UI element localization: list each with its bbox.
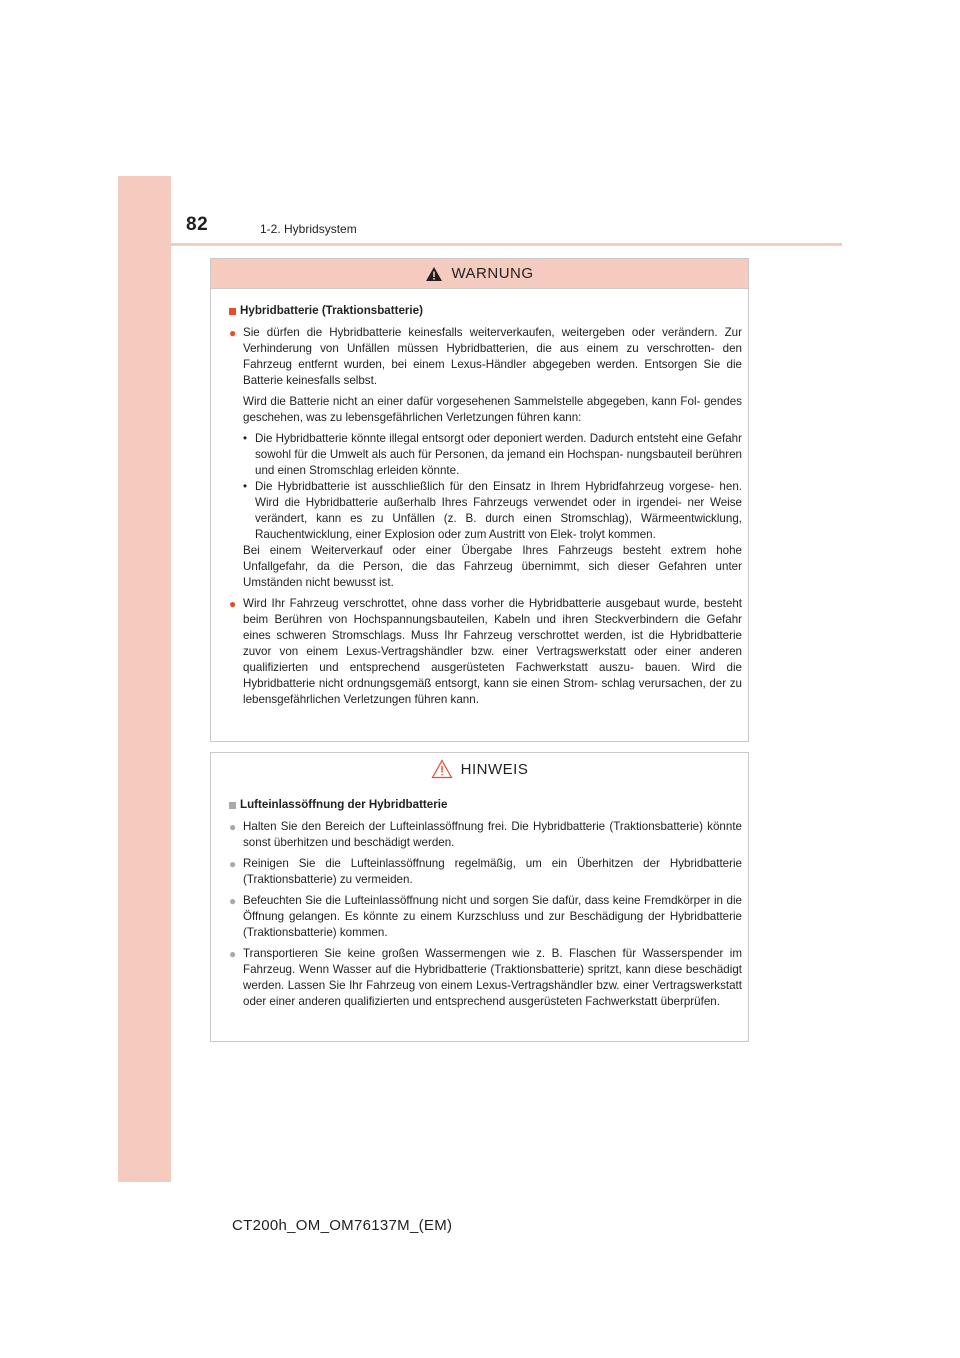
caution-triangle-icon: [431, 759, 453, 779]
notice-header: [211, 753, 748, 785]
section-title: 1-2. Hybridsystem: [260, 222, 357, 236]
warning-outro-paragraph: Bei einem Weiterverkauf oder einer Übergabe Ihres Fahrzeugs besteht extrem hohe Unfallgefahr, da die Person, die das Fahrzeug übernimmt, sich dieser Gefahren unter Umständen nicht bewusst ist.: [243, 544, 742, 589]
warning-heading: [229, 303, 742, 319]
dot-bullet-icon: •: [243, 432, 248, 445]
warning-title: WARNUNG: [451, 265, 534, 282]
list-item-text: Halten Sie den Bereich der Lufteinlassöffnung frei. Die Hybridbatterie (Traktionsbatterie) könnte sonst überhitzen und beschädigt werden.: [243, 820, 742, 849]
header-rule: [171, 243, 842, 246]
list-item-text: Reinigen Sie die Lufteinlassöffnung regelmäßig, um ein Überhitzen der Hybridbatterie (Traktionsbatterie) zu vermeiden.: [243, 857, 742, 886]
notice-heading-text: Lufteinlassöffnung der Hybridbatterie: [240, 798, 448, 811]
list-item: [229, 893, 742, 941]
circle-bullet-icon: ●: [229, 597, 237, 611]
list-item: [229, 819, 742, 851]
notice-box: [210, 752, 749, 1042]
warning-heading-text: Hybridbatterie (Traktionsbatterie): [240, 304, 423, 317]
list-item: [229, 596, 742, 708]
notice-heading: [229, 797, 742, 813]
list-item: [229, 325, 742, 389]
warning-triangle-icon: [425, 266, 443, 282]
list-item-text: Sie dürfen die Hybridbatterie keinesfalls weiterverkaufen, weitergeben oder verändern. Zur Verhinderung von Unfällen müssen Hybridbatterien, die aus einem zu verschrotten- den Fahrzeug entfernt wurden, bei einem Lexus-Händler abgegeben werden. Entsorgen Sie die Batterie keinesfalls selbst.: [243, 326, 742, 387]
list-item: [229, 946, 742, 1010]
circle-bullet-icon: ●: [229, 947, 237, 961]
sub-list-item: [229, 479, 742, 543]
sub-list-item-text: Die Hybridbatterie ist ausschließlich für den Einsatz in Ihrem Hybridfahrzeug vorgese- hen. Wird die Hybridbatterie außerhalb Ihres Fahrzeugs verwendet oder in irgendei- ner Weise verändert, kann es zu Unfällen (z. B. durch einen Stromschlag), Wärmeentwicklung, Rauchentwicklung, einer Explosion oder zum Austritt von Elek- trolyt kommen.: [255, 480, 742, 541]
square-bullet-icon: [229, 802, 236, 809]
notice-title: HINWEIS: [460, 760, 529, 778]
circle-bullet-icon: ●: [229, 326, 237, 340]
list-item-text: Transportieren Sie keine großen Wassermengen wie z. B. Flaschen für Wasserspender im Fahrzeug. Wenn Wasser auf die Hybridbatterie (Traktionsbatterie) spritzt, kann diese beschädigt werden. Lassen Sie Ihr Fahrzeug von einem Lexus-Vertragshändler bzw. einer Vertragswerkstatt oder einer anderen qualifizierten und entsprechend ausgerüsteten Fachwerkstatt überprüfen.: [243, 947, 742, 1008]
dot-bullet-icon: •: [243, 480, 248, 493]
sub-list-item-text: Die Hybridbatterie könnte illegal entsorgt oder deponiert werden. Dadurch entsteht eine Gefahr sowohl für die Umwelt als auch für Personen, da jemand ein Hochspan- nungsbauteil berühren und einen Stromschlag erleiden könnte.: [255, 432, 742, 477]
warning-body: [211, 289, 748, 708]
circle-bullet-icon: ●: [229, 894, 237, 908]
circle-bullet-icon: ●: [229, 857, 237, 871]
list-item: [229, 856, 742, 888]
list-item-text: Wird Ihr Fahrzeug verschrottet, ohne dass vorher die Hybridbatterie ausgebaut wurde, besteht beim Berühren von Hochspannungsbauteilen, Kabeln und ihren Steckverbindern die Gefahr eines schweren Stromschlags. Muss Ihr Fahrzeug verschrottet werden, ist die Hybridbatterie zuvor von einem Lexus-Vertragshändler bzw. einer Vertragswerkstatt oder einer anderen qualifizierten und entsprechend ausgerüsteten Fachwerkstatt auszu- bauen. Wird die Hybridbatterie nicht ordnungsgemäß entsorgt, kann sie einen Strom- schlag verursachen, der zu lebensgefährlichen Verletzungen führen kann.: [243, 597, 742, 706]
document-code: CT200h_OM_OM76137M_(EM): [232, 1217, 453, 1234]
list-item-text: Befeuchten Sie die Lufteinlassöffnung nicht und sorgen Sie dafür, dass keine Fremdkörper in die Öffnung gelangen. Es könnte zu einem Kurzschluss und zur Beschädigung der Hybridbatterie (Traktionsbatterie) kommen.: [243, 894, 742, 939]
sub-list-item: [229, 431, 742, 479]
square-bullet-icon: [229, 308, 236, 315]
warning-box: [210, 258, 749, 742]
warning-intro-paragraph: Wird die Batterie nicht an einer dafür vorgesehenen Sammelstelle abgegeben, kann Fol- gendes geschehen, was zu lebensgefährlichen Verletzungen führen kann:: [243, 395, 742, 424]
circle-bullet-icon: ●: [229, 820, 237, 834]
side-color-band: [118, 176, 171, 1182]
page-number: 82: [186, 214, 209, 235]
warning-header: [211, 259, 748, 289]
notice-body: [211, 785, 748, 1010]
